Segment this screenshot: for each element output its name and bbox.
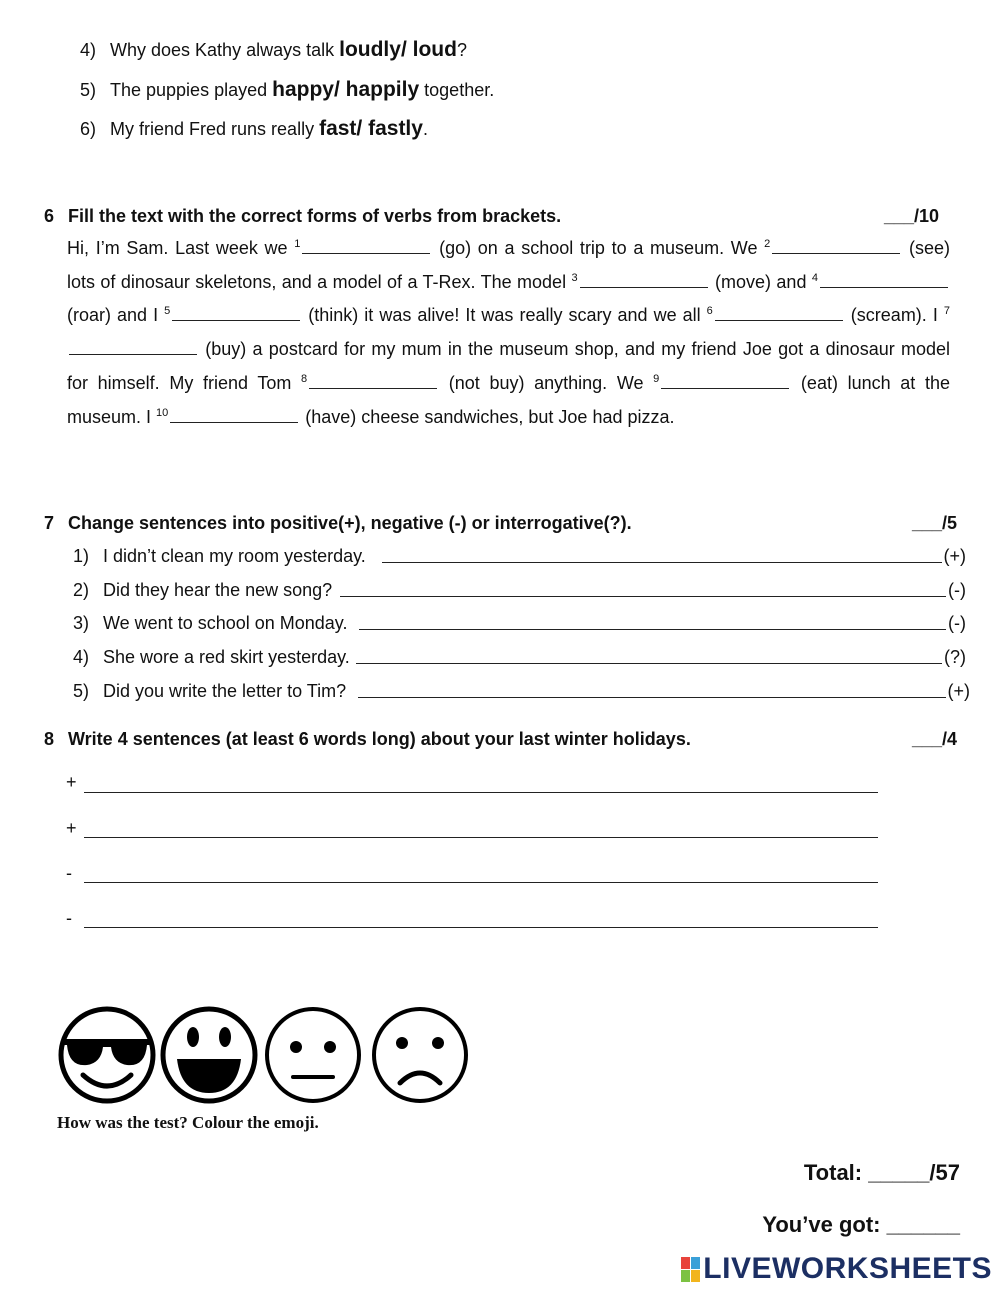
answer-blank-3[interactable]	[580, 286, 708, 288]
target-mark: (-)	[948, 613, 966, 633]
item-number: 6)	[80, 119, 97, 139]
emoji-row	[55, 1005, 475, 1110]
writing-line-4[interactable]	[84, 927, 878, 928]
line-sign: +	[66, 772, 77, 792]
emoji-caption: How was the test? Colour the emoji.	[57, 1113, 319, 1132]
exercise7-item-2: 2) Did they hear the new song? (-)	[73, 580, 966, 600]
exercise7-item-4: 4) She wore a red skirt yesterday. (?)	[73, 647, 966, 667]
exercise8-heading: 8 Write 4 sentences (at least 6 words long) about your last winter holidays.	[44, 729, 691, 749]
exercise7-item-1: 1) I didn’t clean my room yesterday. (+)	[73, 546, 966, 566]
line-sign: +	[66, 818, 77, 838]
item-number: 5)	[80, 80, 97, 100]
exercise8-score: ___/4	[912, 729, 958, 749]
answer-blank-8[interactable]	[309, 387, 437, 389]
answer-blank-4[interactable]	[820, 286, 948, 288]
sad-face-icon[interactable]	[374, 1009, 466, 1101]
writing-line-1[interactable]	[84, 792, 878, 793]
exercise5-item-4: 4) Why does Kathy always talk loudly/ loud?	[80, 38, 467, 61]
neutral-face-icon[interactable]	[267, 1009, 359, 1101]
exercise7-heading: 7 Change sentences into positive(+), negative (-) or interrogative(?).	[44, 513, 632, 533]
answer-blank-5[interactable]	[172, 319, 300, 321]
word-choice: happy/ happily	[272, 78, 420, 101]
answer-blank-9[interactable]	[661, 387, 789, 389]
answer-line[interactable]	[382, 562, 942, 563]
target-mark: (+)	[943, 546, 966, 566]
writing-line-3[interactable]	[84, 882, 878, 883]
happy-face-icon[interactable]	[163, 1009, 255, 1101]
word-choice: loudly/ loud	[339, 38, 457, 61]
exercise7-score: ___/5	[912, 513, 958, 533]
item-number: 4)	[80, 40, 97, 60]
target-mark: (-)	[948, 580, 966, 600]
line-sign: -	[66, 908, 72, 928]
answer-blank-6[interactable]	[715, 319, 843, 321]
answer-line[interactable]	[358, 697, 945, 698]
points-got: You’ve got: ______	[762, 1212, 960, 1237]
logo-text: LIVEWORKSHEETS	[703, 1252, 992, 1285]
answer-line[interactable]	[340, 596, 946, 597]
target-mark: (+)	[947, 681, 970, 701]
answer-blank-2[interactable]	[772, 252, 900, 254]
exercise7-item-3: 3) We went to school on Monday. (-)	[73, 613, 966, 633]
answer-line[interactable]	[356, 663, 942, 664]
answer-line[interactable]	[359, 629, 946, 630]
line-sign: -	[66, 863, 72, 883]
total-score: Total: _____/57	[803, 1160, 960, 1185]
exercise5-item-5: 5) The puppies played happy/ happily together.	[80, 78, 495, 101]
answer-blank-1[interactable]	[302, 252, 430, 254]
exercise6-score: ___/10	[884, 206, 940, 226]
writing-line-2[interactable]	[84, 837, 878, 838]
cool-face-icon[interactable]	[61, 1009, 153, 1101]
exercise7-item-5: 5) Did you write the letter to Tim? (+)	[73, 681, 970, 701]
exercise6-heading: 6 Fill the text with the correct forms of verbs from brackets.	[44, 206, 562, 226]
exercise5-item-6: 6) My friend Fred runs really fast/ fastly.	[80, 117, 428, 140]
answer-blank-7[interactable]	[69, 353, 197, 355]
logo-blocks-icon	[681, 1257, 700, 1282]
answer-blank-10[interactable]	[170, 421, 298, 423]
liveworksheets-logo	[681, 1252, 992, 1286]
exercise6-text: Hi, I’m Sam. Last week we $^1$ (go) on a school trip to a museum. We $^2$ (see) lots of dinosaur skeletons, and a model of a T-Rex. The model $^3$ (move) and $^4$ (roar) and I $^5$ (think) it was alive! It was really scary and we all $^6$ (scream). I $^7$ (buy) a postcard for my mum in the museum shop, and my friend Joe got a dinosaur model for himself. My friend Tom $^8$ (not buy) anything. We $^9$ (eat) lunch at the museum. I $^{10}$ (have) cheese sandwiches, but Joe had pizza.	[67, 238, 950, 427]
word-choice: fast/ fastly	[319, 117, 423, 140]
target-mark: (?)	[944, 647, 966, 667]
